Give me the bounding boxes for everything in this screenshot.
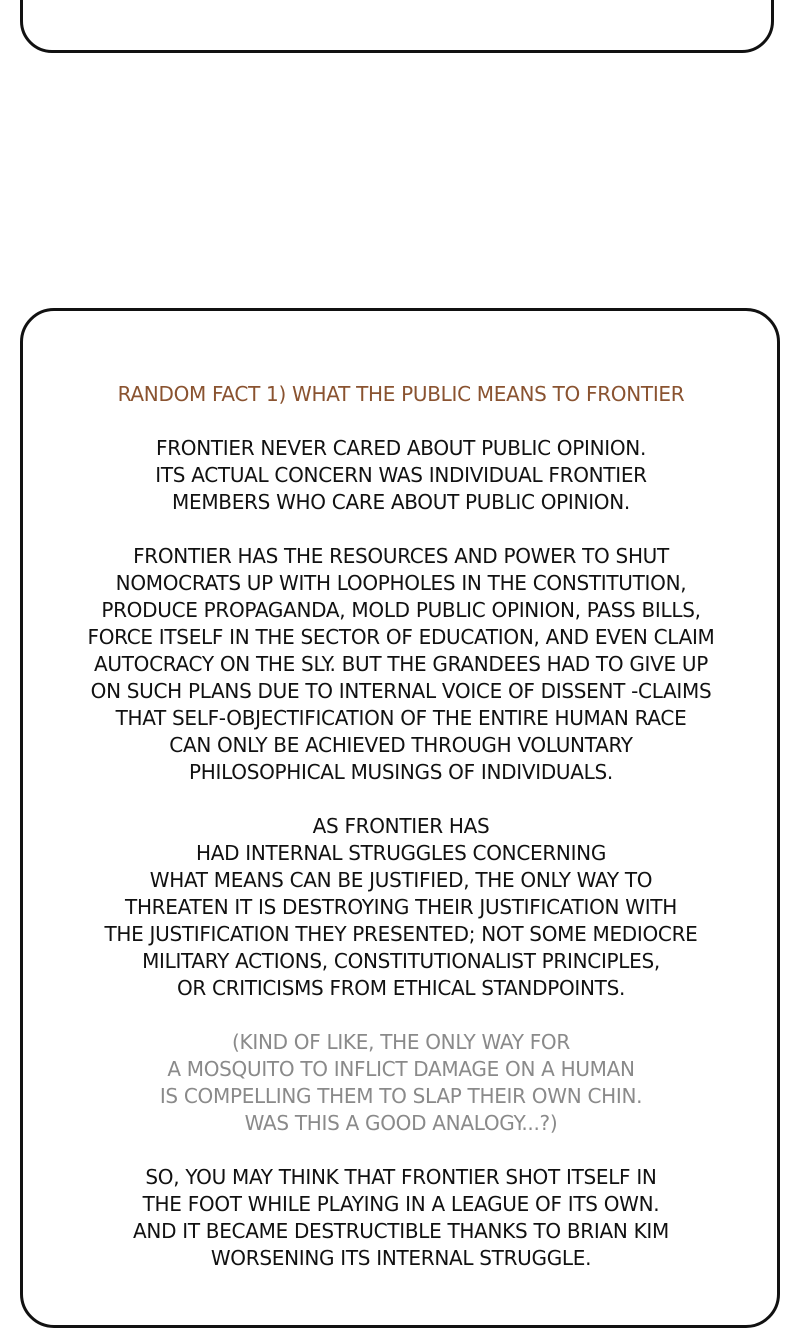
analogy-aside [20,1029,782,1137]
paragraph-line: AS FRONTIER HAS [312,814,490,838]
paragraph-line: THAT SELF-OBJECTIFICATION OF THE ENTIRE HUMAN RACE [115,706,687,730]
paragraph-line: FRONTIER HAS THE RESOURCES AND POWER TO SHUT [133,544,669,568]
aside-line: WAS THIS A GOOD ANALOGY...?) [244,1111,558,1135]
top-panel-frame [20,0,774,53]
paragraph-line: ITS ACTUAL CONCERN WAS INDIVIDUAL FRONTIER [155,463,647,487]
paragraph-line: SO, YOU MAY THINK THAT FRONTIER SHOT ITSELF IN [145,1165,657,1189]
paragraph-line: THREATEN IT IS DESTROYING THEIR JUSTIFICATION WITH [125,895,677,919]
paragraph-line: AUTOCRACY ON THE SLY. BUT THE GRANDEES HAD TO GIVE UP [93,652,709,676]
paragraph-5 [20,1164,782,1272]
paragraph-line: FRONTIER NEVER CARED ABOUT PUBLIC OPINION. [155,436,647,460]
paragraph-line: FORCE ITSELF IN THE SECTOR OF EDUCATION, AND EVEN CLAIM [87,625,715,649]
paragraph-line: HAD INTERNAL STRUGGLES CONCERNING [195,841,607,865]
paragraph-2 [20,543,782,786]
paragraph-line: PHILOSOPHICAL MUSINGS OF INDIVIDUALS. [189,760,613,784]
paragraph-line: AND IT BECAME DESTRUCTIBLE THANKS TO BRIAN KIM [133,1219,669,1243]
paragraph-line: THE FOOT WHILE PLAYING IN A LEAGUE OF ITS OWN. [142,1192,660,1216]
paragraph-line: CAN ONLY BE ACHIEVED THROUGH VOLUNTARY [169,733,633,757]
paragraph-line: MILITARY ACTIONS, CONSTITUTIONALIST PRINCIPLES, [142,949,660,973]
paragraph-line: WORSENING ITS INTERNAL STRUGGLE. [210,1246,592,1270]
paragraph-3 [20,813,782,1002]
paragraph-line: THE JUSTIFICATION THEY PRESENTED; NOT SOME MEDIOCRE [104,922,698,946]
aside-line: A MOSQUITO TO INFLICT DAMAGE ON A HUMAN [167,1057,635,1081]
aside-line: (KIND OF LIKE, THE ONLY WAY FOR [232,1030,570,1054]
random-fact-heading [20,381,782,408]
heading-text: RANDOM FACT 1) WHAT THE PUBLIC MEANS TO FRONTIER [117,382,685,406]
paragraph-line: NOMOCRATS UP WITH LOOPHOLES IN THE CONSTITUTION, [115,571,687,595]
paragraph-line: ON SUCH PLANS DUE TO INTERNAL VOICE OF DISSENT -CLAIMS [90,679,712,703]
paragraph-line: OR CRITICISMS FROM ETHICAL STANDPOINTS. [176,976,626,1000]
aside-line: IS COMPELLING THEM TO SLAP THEIR OWN CHIN. [159,1084,643,1108]
paragraph-1 [20,435,782,516]
paragraph-line: WHAT MEANS CAN BE JUSTIFIED, THE ONLY WAY TO [149,868,653,892]
paragraph-line: PRODUCE PROPAGANDA, MOLD PUBLIC OPINION, PASS BILLS, [101,598,701,622]
paragraph-line: MEMBERS WHO CARE ABOUT PUBLIC OPINION. [172,490,630,514]
